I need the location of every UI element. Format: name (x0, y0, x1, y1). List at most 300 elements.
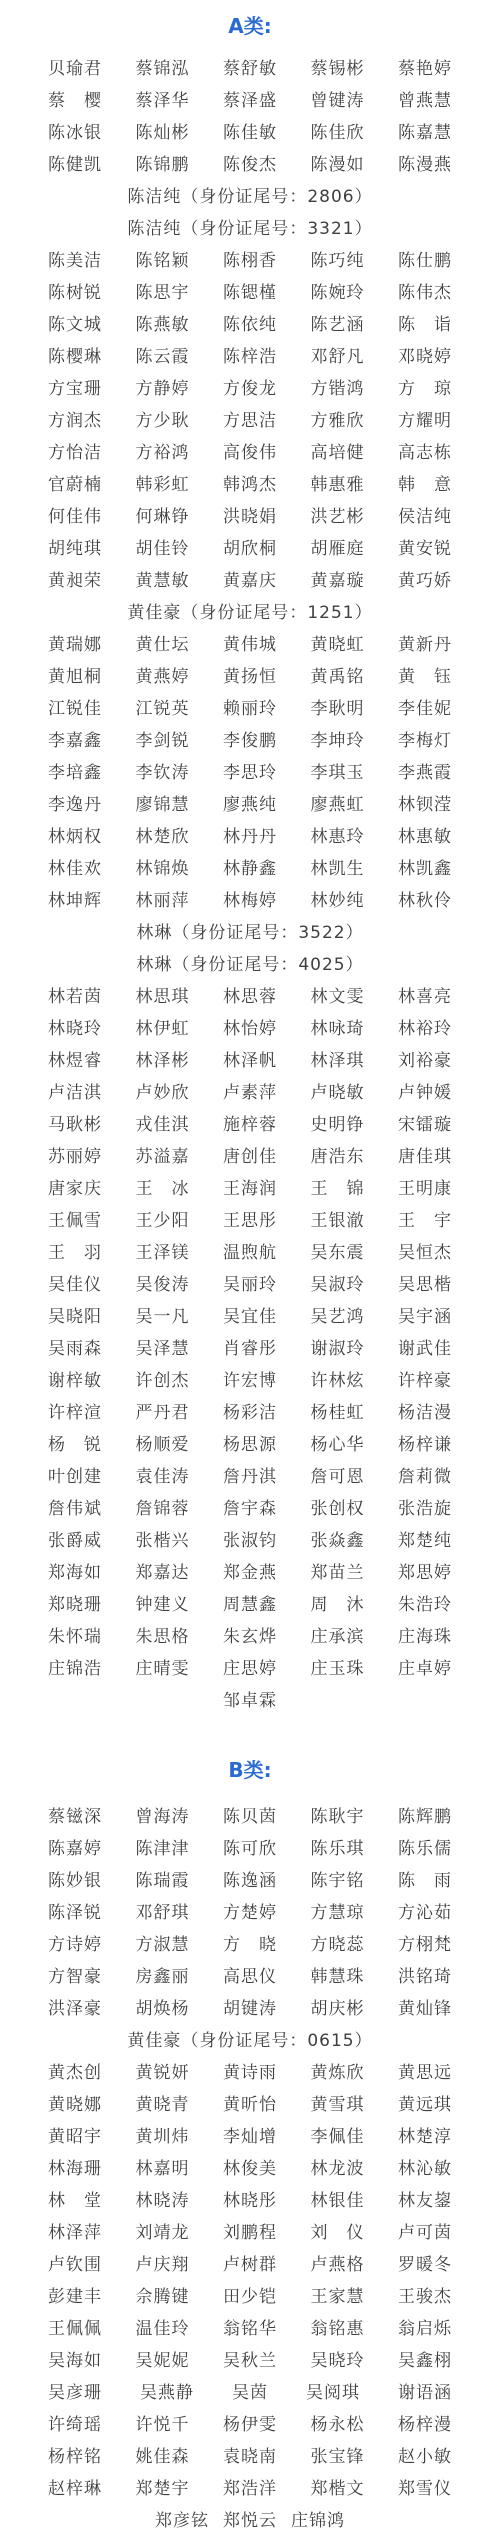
name-entry: 吴恒杰 (398, 1242, 452, 1263)
name-entry: 杨伊雯 (223, 2414, 277, 2435)
name-row (48, 1650, 452, 1682)
name-entry: 卢可茵 (398, 2222, 452, 2243)
name-entry: 王 锦 (310, 1178, 365, 1199)
name-entry: 郑苗兰 (310, 1562, 365, 1583)
name-entry: 陈宇铭 (310, 1870, 365, 1891)
name-entry: 黄嘉璇 (310, 570, 365, 591)
name-row (48, 306, 452, 338)
name-entry: 詹莉微 (398, 1466, 452, 1487)
name-entry: 方沁茹 (398, 1902, 452, 1923)
name-entry: 高培健 (310, 442, 365, 463)
name-entry: 李耿明 (310, 698, 365, 719)
name-entry: 林思蓉 (223, 986, 277, 1007)
name-entry: 蔡泽盛 (223, 90, 277, 111)
name-entry: 贝瑜君 (48, 58, 102, 79)
name-entry: 胡欣桐 (223, 538, 277, 559)
name-entry: 吴彦珊 (48, 2382, 102, 2403)
category-b-name-list (48, 1798, 452, 2534)
name-entry: 吴晓阳 (48, 1306, 102, 1327)
name-entry: 卢庆翔 (135, 2254, 190, 2275)
name-row (48, 1074, 452, 1106)
name-entry: 刘裕豪 (398, 1050, 452, 1071)
name-entry: 江锐佳 (48, 698, 102, 719)
name-entry: 陈梓浩 (223, 346, 277, 367)
name-entry: 杨顺爱 (135, 1434, 190, 1455)
name-row (48, 1522, 452, 1554)
name-entry: 林钡滢 (398, 794, 452, 815)
name-entry: 李佳妮 (398, 698, 452, 719)
name-entry: 林龙波 (310, 2158, 365, 2179)
name-row (48, 850, 452, 882)
name-entry: 史明铮 (310, 1114, 365, 1135)
name-entry: 蔡锡彬 (310, 58, 365, 79)
name-entry: 赵梓琳 (48, 2478, 102, 2499)
name-entry: 陈思宇 (135, 282, 190, 303)
name-entry: 翁铭惠 (310, 2318, 365, 2339)
name-entry: 许梓渲 (48, 1402, 102, 1423)
name-entry: 王明康 (398, 1178, 452, 1199)
name-row (48, 2182, 452, 2214)
name-entry: 庄锦鸿 (291, 2510, 345, 2531)
name-entry: 林思琪 (135, 986, 190, 1007)
name-entry: 谢武佳 (398, 1338, 452, 1359)
name-row (48, 2118, 452, 2150)
name-entry: 韩彩虹 (135, 474, 190, 495)
name-row (48, 242, 452, 274)
name-entry: 邓舒凡 (310, 346, 365, 367)
name-entry: 杨梓铭 (48, 2446, 102, 2467)
name-entry: 黄安锐 (398, 538, 452, 559)
name-entry: 林梅婷 (223, 890, 277, 911)
name-entry: 杨思源 (223, 1434, 277, 1455)
name-entry: 黄瑞娜 (48, 634, 102, 655)
name-row (48, 1586, 452, 1618)
name-entry: 王佩雪 (48, 1210, 102, 1231)
name-entry: 李琪玉 (310, 762, 365, 783)
name-entry: 侯洁纯 (398, 506, 452, 527)
name-entry: 庄卓婷 (398, 1658, 452, 1679)
category-a-title: A类: (228, 14, 272, 38)
name-row (48, 178, 452, 210)
name-entry: 陈嘉婷 (48, 1838, 102, 1859)
name-entry: 方润杰 (48, 410, 102, 431)
name-entry: 刘靖龙 (135, 2222, 190, 2243)
name-entry: 吴晓玲 (310, 2350, 365, 2371)
name-row (48, 882, 452, 914)
name-entry: 詹丹淇 (223, 1466, 277, 1487)
name-entry: 林嘉明 (135, 2158, 190, 2179)
name-entry: 钟建义 (135, 1594, 190, 1615)
name-entry: 杨彩洁 (223, 1402, 277, 1423)
name-entry: 黄仕坛 (135, 634, 190, 655)
name-entry: 彭建丰 (48, 2286, 102, 2307)
name-entry: 林佳欢 (48, 858, 102, 879)
name-entry: 蔡 樱 (48, 90, 102, 111)
name-entry: 郑思婷 (398, 1562, 452, 1583)
name-entry: 洪铭琦 (398, 1966, 452, 1987)
name-entry: 卢晓敏 (310, 1082, 365, 1103)
name-entry: 官蔚楠 (48, 474, 102, 495)
name-entry: 韩惠雅 (310, 474, 365, 495)
name-entry: 张宝锋 (310, 2446, 365, 2467)
name-entry: 王佩佩 (48, 2318, 102, 2339)
name-entry-with-id-suffix: 陈洁纯（身份证尾号：2806） (127, 186, 373, 207)
name-entry: 林咏琦 (310, 1018, 365, 1039)
name-entry: 苏丽婷 (48, 1146, 102, 1167)
name-entry: 林楚淳 (398, 2126, 452, 2147)
name-entry: 王 冰 (135, 1178, 190, 1199)
name-entry: 蔡泽华 (135, 90, 190, 111)
name-entry: 陈云霞 (135, 346, 190, 367)
name-entry: 郑楚纯 (398, 1530, 452, 1551)
name-entry: 庄承滨 (310, 1626, 365, 1647)
name-entry: 方思洁 (223, 410, 277, 431)
name-row (48, 1894, 452, 1926)
name-entry: 林妙纯 (310, 890, 365, 911)
name-entry: 陈可欣 (223, 1838, 277, 1859)
name-entry: 林裕玲 (398, 1018, 452, 1039)
name-entry: 李思玲 (223, 762, 277, 783)
name-entry: 黄炼欣 (310, 2062, 365, 2083)
name-entry: 黄昭宇 (48, 2126, 102, 2147)
name-entry: 陈仕鹏 (398, 250, 452, 271)
name-entry: 曾燕慧 (398, 90, 452, 111)
name-entry: 黄锐妍 (135, 2062, 190, 2083)
name-entry: 朱怀瑞 (48, 1626, 102, 1647)
name-entry: 郑金燕 (223, 1562, 277, 1583)
name-entry: 蔡锦泓 (135, 58, 190, 79)
name-entry: 王思彤 (223, 1210, 277, 1231)
name-entry: 方少耿 (135, 410, 190, 431)
name-row (48, 1458, 452, 1490)
name-entry: 陈泽锐 (48, 1902, 102, 1923)
name-row (48, 658, 452, 690)
name-entry: 吴淑玲 (310, 1274, 365, 1295)
name-entry: 周慧鑫 (223, 1594, 277, 1615)
name-entry: 卢素萍 (223, 1082, 277, 1103)
name-entry: 方栩梵 (398, 1934, 452, 1955)
name-entry: 张爵威 (48, 1530, 102, 1551)
name-entry: 邓晓婷 (398, 346, 452, 367)
name-entry: 林泽彬 (135, 1050, 190, 1071)
name-row (48, 2022, 452, 2054)
name-entry: 廖锦慧 (135, 794, 190, 815)
name-entry: 刘鹏程 (223, 2222, 277, 2243)
name-entry: 林惠玲 (310, 826, 365, 847)
name-row (48, 1554, 452, 1586)
name-entry: 郑彦铉 (155, 2510, 209, 2531)
name-row (48, 1426, 452, 1458)
name-row (48, 1138, 452, 1170)
name-entry: 黄新丹 (398, 634, 452, 655)
name-entry: 王 宇 (398, 1210, 452, 1231)
name-entry: 朱浩玲 (398, 1594, 452, 1615)
name-entry: 林伊虹 (135, 1018, 190, 1039)
name-entry: 林凯鑫 (398, 858, 452, 879)
name-entry: 陈嘉慧 (398, 122, 452, 143)
name-entry: 林海珊 (48, 2158, 102, 2179)
name-entry: 吴鑫栩 (398, 2350, 452, 2371)
name-entry: 林泽帆 (223, 1050, 277, 1071)
name-entry: 洪晓娟 (223, 506, 277, 527)
name-entry: 郑嘉达 (135, 1562, 190, 1583)
name-entry: 苏溢嘉 (135, 1146, 190, 1167)
name-entry: 林煜睿 (48, 1050, 102, 1071)
name-entry: 许宏博 (223, 1370, 277, 1391)
name-entry: 陈俊杰 (223, 154, 277, 175)
name-entry: 戎佳淇 (135, 1114, 190, 1135)
name-entry: 朱思格 (135, 1626, 190, 1647)
name-row (48, 626, 452, 658)
name-entry: 卢树群 (223, 2254, 277, 2275)
name-entry: 温佳玲 (135, 2318, 190, 2339)
name-entry: 杨 锐 (48, 1434, 102, 1455)
name-entry: 杨桂虹 (310, 1402, 365, 1423)
name-entry: 林沁敏 (398, 2158, 452, 2179)
name-entry: 吴茵 (232, 2382, 268, 2403)
name-row (48, 1682, 452, 1714)
name-entry: 张浩旋 (398, 1498, 452, 1519)
name-row (48, 594, 452, 626)
name-entry-with-id-suffix: 邹卓霖 (223, 1690, 277, 1711)
name-entry: 郑楚宇 (135, 2478, 190, 2499)
name-entry: 吴宇涵 (398, 1306, 452, 1327)
name-entry: 马耿彬 (48, 1114, 102, 1135)
name-entry: 黄燕婷 (135, 666, 190, 687)
name-entry: 林楚欣 (135, 826, 190, 847)
name-entry: 林静鑫 (223, 858, 277, 879)
name-entry: 庄锦浩 (48, 1658, 102, 1679)
name-entry: 吴俊涛 (135, 1274, 190, 1295)
name-entry: 卢燕格 (310, 2254, 365, 2275)
name-entry: 张创权 (310, 1498, 365, 1519)
name-row (48, 2246, 452, 2278)
name-entry: 何琳铮 (135, 506, 190, 527)
name-entry: 李梅灯 (398, 730, 452, 751)
name-entry: 杨心华 (310, 1434, 365, 1455)
name-row (48, 2502, 452, 2534)
name-row (48, 466, 452, 498)
name-entry: 黄灿锋 (398, 1998, 452, 2019)
name-entry: 赵小敏 (398, 2446, 452, 2467)
name-entry: 赖丽玲 (223, 698, 277, 719)
name-row (48, 2406, 452, 2438)
name-row (48, 1266, 452, 1298)
name-entry: 唐创佳 (223, 1146, 277, 1167)
name-entry: 林泽萍 (48, 2222, 102, 2243)
name-entry: 佘腾键 (135, 2286, 190, 2307)
name-entry: 陈瑞霞 (135, 1870, 190, 1891)
name-entry: 陈燕敏 (135, 314, 190, 335)
name-entry: 卢钦围 (48, 2254, 102, 2275)
name-entry: 庄玉珠 (310, 1658, 365, 1679)
name-entry: 韩慧珠 (310, 1966, 365, 1987)
name-row (48, 2150, 452, 2182)
name-entry: 陈美洁 (48, 250, 102, 271)
name-row (48, 786, 452, 818)
name-entry: 叶创建 (48, 1466, 102, 1487)
name-entry: 吴海如 (48, 2350, 102, 2371)
name-entry: 黄伟城 (223, 634, 277, 655)
name-entry: 陈栩香 (223, 250, 277, 271)
name-entry: 韩 意 (398, 474, 452, 495)
name-entry: 林丹丹 (223, 826, 277, 847)
name-entry: 方俊龙 (223, 378, 277, 399)
name-entry: 詹可恩 (310, 1466, 365, 1487)
name-entry: 卢钟媛 (398, 1082, 452, 1103)
name-row (48, 274, 452, 306)
name-row (48, 1394, 452, 1426)
name-entry: 方裕鸿 (135, 442, 190, 463)
name-entry: 林坤辉 (48, 890, 102, 911)
name-entry: 陈婉玲 (310, 282, 365, 303)
name-row (48, 1298, 452, 1330)
name-entry: 黄巧娇 (398, 570, 452, 591)
name-row (48, 1958, 452, 1990)
name-entry: 吴阅琪 (306, 2382, 360, 2403)
name-entry: 唐佳琪 (398, 1146, 452, 1167)
name-entry: 廖燕纯 (223, 794, 277, 815)
name-entry: 庄思婷 (223, 1658, 277, 1679)
name-entry: 林凯生 (310, 858, 365, 879)
name-entry: 吴艺鸿 (310, 1306, 365, 1327)
category-a-section (0, 14, 500, 1714)
name-entry: 黄昕怡 (223, 2094, 277, 2115)
name-entry: 陈漫如 (310, 154, 365, 175)
name-row (48, 1362, 452, 1394)
name-entry: 方 晓 (223, 1934, 277, 1955)
name-entry: 吴思楷 (398, 1274, 452, 1295)
name-entry-with-id-suffix: 黄佳豪（身份证尾号：0615） (127, 2030, 373, 2051)
name-row (48, 2214, 452, 2246)
name-entry: 方楚婷 (223, 1902, 277, 1923)
name-entry: 王家慧 (310, 2286, 365, 2307)
name-row (48, 2310, 452, 2342)
name-entry: 陈灿彬 (135, 122, 190, 143)
name-entry: 林泽琪 (310, 1050, 365, 1071)
name-row (48, 2342, 452, 2374)
name-row (48, 530, 452, 562)
name-entry: 郑楷文 (310, 2478, 365, 2499)
name-row (48, 82, 452, 114)
name-entry: 肖睿彤 (223, 1338, 277, 1359)
category-b-title: B类: (228, 1758, 272, 1782)
name-entry: 郑晓珊 (48, 1594, 102, 1615)
name-entry: 陈妙银 (48, 1870, 102, 1891)
name-entry: 黄雪琪 (310, 2094, 365, 2115)
name-entry: 唐家庆 (48, 1178, 102, 1199)
name-entry: 方慧琼 (310, 1902, 365, 1923)
name-row (48, 146, 452, 178)
name-entry: 胡庆彬 (310, 1998, 365, 2019)
name-row (48, 2470, 452, 2502)
name-entry: 林晓涛 (135, 2190, 190, 2211)
name-entry: 陈辉鹏 (398, 1806, 452, 1827)
name-entry-with-id-suffix: 林琳（身份证尾号：4025） (136, 954, 364, 975)
name-entry: 陈依纯 (223, 314, 277, 335)
name-row (48, 1990, 452, 2022)
name-entry: 庄晴雯 (135, 1658, 190, 1679)
name-row (48, 562, 452, 594)
name-entry: 林 堂 (48, 2190, 102, 2211)
name-entry: 李剑锐 (135, 730, 190, 751)
name-entry: 陈佳欣 (310, 122, 365, 143)
name-row (48, 498, 452, 530)
name-row (48, 690, 452, 722)
name-entry: 罗暖冬 (398, 2254, 452, 2275)
name-entry: 姚佳森 (135, 2446, 190, 2467)
name-entry: 张淑钧 (223, 1530, 277, 1551)
name-row (48, 914, 452, 946)
name-entry: 卢洁淇 (48, 1082, 102, 1103)
name-entry: 陈乐琪 (310, 1838, 365, 1859)
name-entry: 林银佳 (310, 2190, 365, 2211)
name-entry: 林喜亮 (398, 986, 452, 1007)
name-entry: 洪艺彬 (310, 506, 365, 527)
name-entry: 方怡洁 (48, 442, 102, 463)
name-row (48, 1202, 452, 1234)
name-entry: 朱玄烨 (223, 1626, 277, 1647)
name-row (48, 1010, 452, 1042)
name-entry: 李灿增 (223, 2126, 277, 2147)
name-row (48, 2054, 452, 2086)
name-entry: 黄晓虹 (310, 634, 365, 655)
name-entry: 周 沐 (310, 1594, 365, 1615)
name-entry: 宋镭璇 (398, 1114, 452, 1135)
name-row (48, 50, 452, 82)
name-entry: 方淑慧 (135, 1934, 190, 1955)
name-entry: 黄扬恒 (223, 666, 277, 687)
name-entry: 张楷兴 (135, 1530, 190, 1551)
name-entry: 陈文城 (48, 314, 102, 335)
name-entry: 黄诗雨 (223, 2062, 277, 2083)
name-row (48, 2278, 452, 2310)
name-entry: 林炳权 (48, 826, 102, 847)
name-entry: 陈锦鹏 (135, 154, 190, 175)
name-entry: 方 琼 (398, 378, 452, 399)
name-entry: 陈铭颖 (135, 250, 190, 271)
name-entry: 陈逸涵 (223, 1870, 277, 1891)
name-entry: 吴丽玲 (223, 1274, 277, 1295)
name-entry: 许梓豪 (398, 1370, 452, 1391)
name-entry: 陈樱琳 (48, 346, 102, 367)
name-row (48, 1490, 452, 1522)
name-entry: 何佳伟 (48, 506, 102, 527)
name-entry: 吴泽慧 (135, 1338, 190, 1359)
name-entry: 庄海珠 (398, 1626, 452, 1647)
name-entry: 黄昶荣 (48, 570, 102, 591)
name-row (48, 1234, 452, 1266)
name-entry: 吴雨森 (48, 1338, 102, 1359)
name-entry: 林丽萍 (135, 890, 190, 911)
name-entry: 翁启烁 (398, 2318, 452, 2339)
name-entry: 王骏杰 (398, 2286, 452, 2307)
name-entry: 卢妙欣 (135, 1082, 190, 1103)
name-entry: 陈艺涵 (310, 314, 365, 335)
name-entry: 李嘉鑫 (48, 730, 102, 751)
name-entry: 林晓彤 (223, 2190, 277, 2211)
name-entry: 陈 雨 (398, 1870, 452, 1891)
name-entry: 方智豪 (48, 1966, 102, 1987)
name-entry-with-id-suffix: 陈洁纯（身份证尾号：3321） (127, 218, 373, 239)
name-row (48, 338, 452, 370)
name-entry: 杨洁漫 (398, 1402, 452, 1423)
name-entry: 郑海如 (48, 1562, 102, 1583)
name-entry: 林惠敏 (398, 826, 452, 847)
category-b-section (0, 1758, 500, 2534)
name-entry: 吴一凡 (135, 1306, 190, 1327)
name-entry: 林文雯 (310, 986, 365, 1007)
